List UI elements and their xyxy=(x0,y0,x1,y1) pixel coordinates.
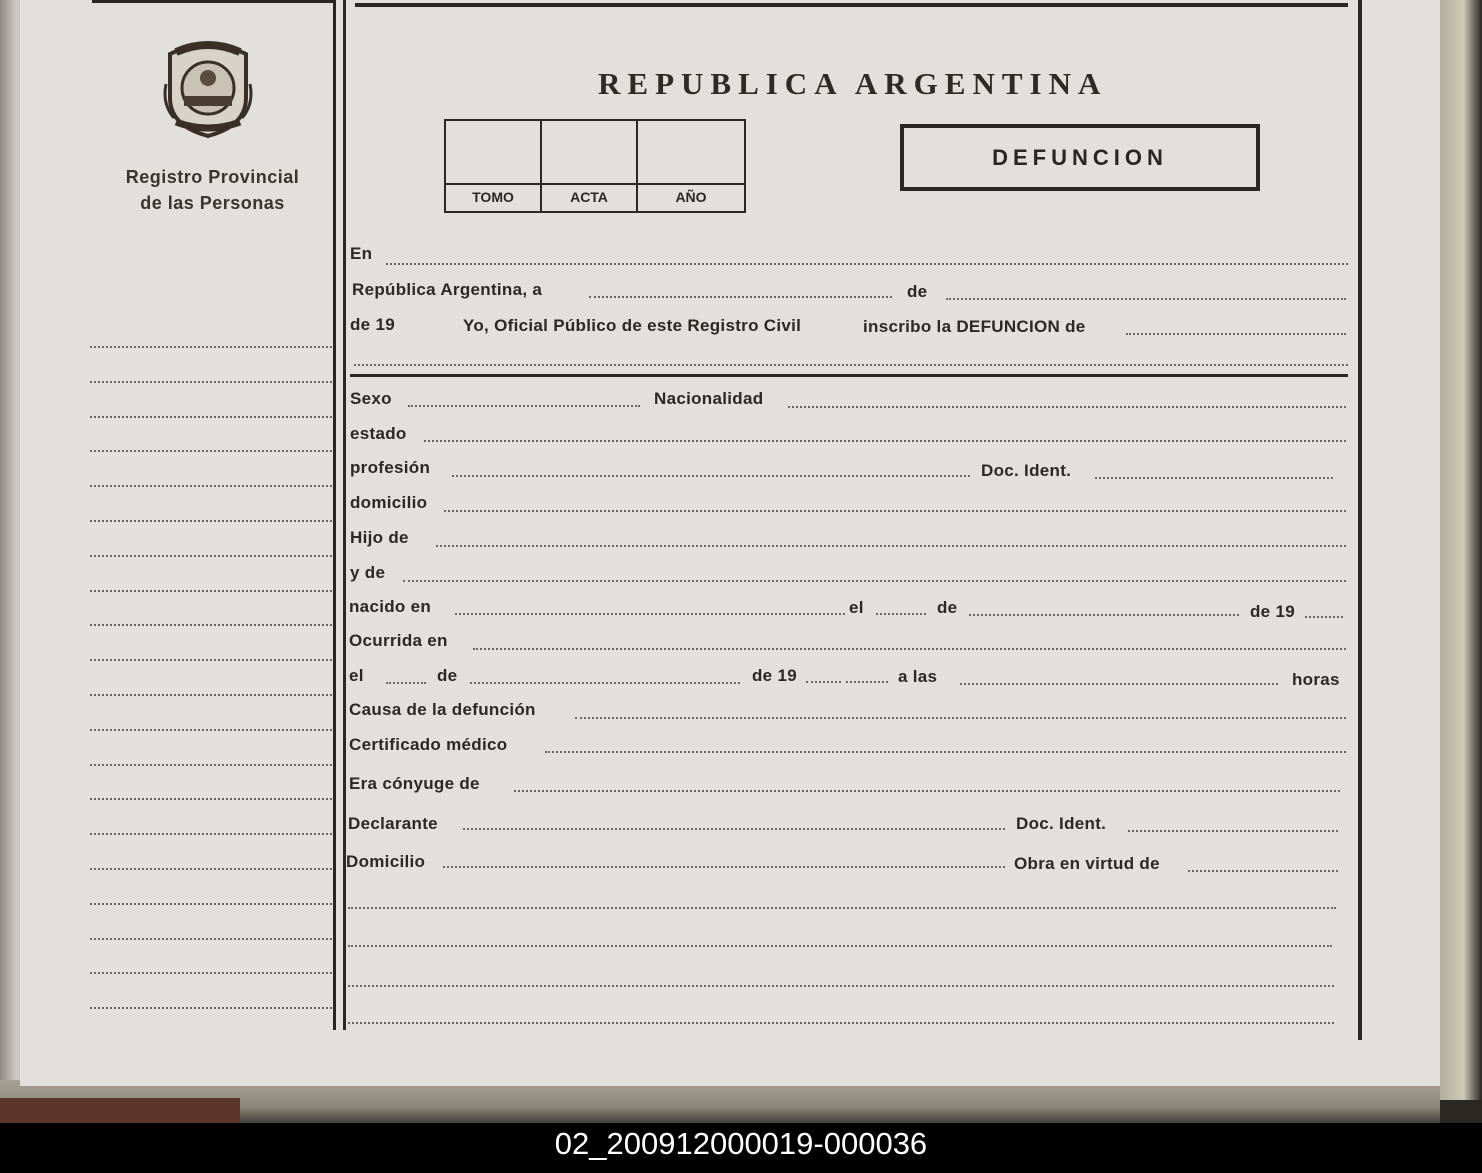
section-divider xyxy=(350,374,1348,377)
form-fill-line[interactable] xyxy=(348,985,1334,987)
image-caption: 02_200912000019-000036 xyxy=(0,1123,1482,1173)
label-de19-1: de 19 xyxy=(350,315,395,334)
label-doc-ident-2: Doc. Ident. xyxy=(1016,814,1107,833)
label-yo-oficial: Yo, Oficial Público de este Registro Civil xyxy=(463,316,802,335)
form-fill-line[interactable] xyxy=(1126,333,1346,335)
sidebar-note-line[interactable] xyxy=(90,868,332,870)
label-a-las: a las xyxy=(898,667,938,686)
sidebar-note-line[interactable] xyxy=(90,520,332,522)
label-domicilio-2: Domicilio xyxy=(346,852,426,871)
sidebar-note-line[interactable] xyxy=(90,485,332,487)
sidebar-note-line[interactable] xyxy=(90,416,332,418)
form-fill-line[interactable] xyxy=(946,298,1346,300)
form-fill-line[interactable] xyxy=(806,681,841,683)
form-fill-line[interactable] xyxy=(589,296,892,298)
form-fill-line[interactable] xyxy=(473,648,1346,650)
acta-label: ACTA xyxy=(570,189,608,205)
form-fill-line[interactable] xyxy=(444,510,1346,512)
form-fill-line[interactable] xyxy=(1188,870,1338,872)
tomo-cell[interactable] xyxy=(446,121,542,211)
coat-of-arms-icon xyxy=(162,34,254,138)
sidebar-note-line[interactable] xyxy=(90,729,332,731)
label-el-2: el xyxy=(349,666,364,685)
label-de-1: de xyxy=(907,282,928,301)
form-fill-line[interactable] xyxy=(348,945,1332,947)
form-fill-line[interactable] xyxy=(876,613,926,615)
label-doc-ident-1: Doc. Ident. xyxy=(981,461,1072,480)
form-fill-line[interactable] xyxy=(969,614,1239,616)
form-fill-line[interactable] xyxy=(348,907,1336,909)
label-horas: horas xyxy=(1292,670,1340,689)
label-el-1: el xyxy=(849,598,864,617)
sidebar-note-line[interactable] xyxy=(90,381,332,383)
sidebar-note-line[interactable] xyxy=(90,764,332,766)
label-causa: Causa de la defunción xyxy=(349,700,536,719)
form-right-border xyxy=(1358,0,1362,1040)
form-fill-line[interactable] xyxy=(348,1022,1334,1024)
label-sexo: Sexo xyxy=(350,389,392,408)
form-fill-line[interactable] xyxy=(1305,616,1343,618)
label-y-de: y de xyxy=(350,563,386,582)
label-de-3: de xyxy=(437,666,458,685)
form-fill-line[interactable] xyxy=(403,580,1346,582)
label-certificado: Certificado médico xyxy=(349,735,508,754)
form-fill-line[interactable] xyxy=(788,406,1346,408)
page-title: REPUBLICA ARGENTINA xyxy=(598,66,1108,101)
form-fill-line[interactable] xyxy=(408,405,640,407)
label-de19-3: de 19 xyxy=(752,666,797,685)
form-fill-line[interactable] xyxy=(960,683,1278,685)
sidebar-note-line[interactable] xyxy=(90,903,332,905)
anio-cell[interactable] xyxy=(638,121,744,211)
form-fill-line[interactable] xyxy=(386,682,426,684)
register-box-rule xyxy=(446,183,744,185)
anio-label: AÑO xyxy=(675,189,707,205)
book-bottom-stripe xyxy=(0,1098,240,1123)
sidebar-note-line[interactable] xyxy=(90,972,332,974)
form-fill-line[interactable] xyxy=(575,717,1346,719)
sidebar-divider xyxy=(333,0,336,1030)
sidebar-note-line[interactable] xyxy=(90,624,332,626)
form-fill-line[interactable] xyxy=(514,790,1340,792)
label-de19-2: de 19 xyxy=(1250,602,1295,621)
form-fill-line[interactable] xyxy=(424,440,1346,442)
tomo-label: TOMO xyxy=(472,189,514,205)
form-fill-line[interactable] xyxy=(455,613,845,615)
form-fill-line[interactable] xyxy=(846,681,888,683)
form-fill-line[interactable] xyxy=(386,263,1348,265)
sidebar-note-line[interactable] xyxy=(90,694,332,696)
form-fill-line[interactable] xyxy=(470,682,740,684)
label-ocurrida-en: Ocurrida en xyxy=(349,631,448,650)
form-fill-line[interactable] xyxy=(545,751,1346,753)
label-republica: República Argentina, a xyxy=(352,280,543,299)
form-fill-line[interactable] xyxy=(436,545,1346,547)
sidebar-note-line[interactable] xyxy=(90,450,332,452)
register-box xyxy=(444,119,746,213)
form-fill-line[interactable] xyxy=(443,866,1005,868)
sidebar-note-line[interactable] xyxy=(90,833,332,835)
sidebar-note-line[interactable] xyxy=(90,346,332,348)
sidebar-note-line[interactable] xyxy=(90,590,332,592)
sidebar-note-line[interactable] xyxy=(90,1007,332,1009)
label-conyuge: Era cónyuge de xyxy=(349,774,480,793)
form-fill-line[interactable] xyxy=(452,475,970,477)
sidebar-note-line[interactable] xyxy=(90,798,332,800)
label-en: En xyxy=(350,244,373,263)
form-fill-line[interactable] xyxy=(463,828,1005,830)
label-domicilio-1: domicilio xyxy=(350,493,428,512)
form-fill-line[interactable] xyxy=(354,364,1348,366)
label-estado: estado xyxy=(350,424,407,443)
form-fill-line[interactable] xyxy=(1095,477,1333,479)
label-inscribo: inscribo la DEFUNCION de xyxy=(863,317,1086,336)
registry-name-line1: Registro Provincial xyxy=(125,167,300,187)
label-profesion: profesión xyxy=(350,458,431,477)
label-declarante: Declarante xyxy=(348,814,438,833)
form-left-border xyxy=(343,0,346,1030)
label-obra: Obra en virtud de xyxy=(1014,854,1160,873)
sidebar-note-line[interactable] xyxy=(90,659,332,661)
sidebar-note-line[interactable] xyxy=(90,555,332,557)
sidebar-note-line[interactable] xyxy=(90,938,332,940)
sidebar-top-rule xyxy=(92,0,335,3)
record-type-box: DEFUNCION xyxy=(900,124,1260,191)
form-fill-line[interactable] xyxy=(1128,830,1338,832)
label-de-2: de xyxy=(937,598,958,617)
label-nacido-en: nacido en xyxy=(349,597,432,616)
label-hijo-de: Hijo de xyxy=(350,528,409,547)
registry-name-line2: de las Personas xyxy=(140,193,285,213)
registry-name xyxy=(110,164,315,216)
label-nacionalidad: Nacionalidad xyxy=(654,389,764,408)
form-top-rule xyxy=(355,3,1348,7)
acta-cell[interactable] xyxy=(542,121,638,211)
